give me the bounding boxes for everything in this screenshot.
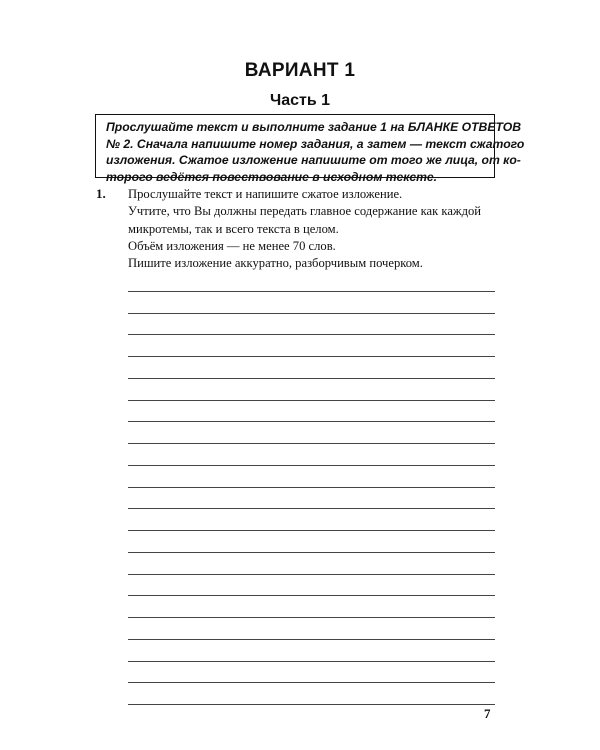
- answer-line: [128, 292, 495, 314]
- answer-lines: [128, 270, 495, 705]
- instruction-line: Прослушайте текст и выполните задание 1 на БЛАНКЕ ОТВЕТОВ: [106, 120, 522, 134]
- task-line: Прослушайте текст и напишите сжатое изложение.: [128, 187, 403, 201]
- page-number: 7: [484, 706, 491, 721]
- answer-line: [128, 357, 495, 379]
- variant-title: ВАРИАНТ 1: [244, 60, 356, 81]
- instruction-line: изложения. Сжатое изложение напишите от того же лица, от ко-: [106, 153, 521, 167]
- answer-line: [128, 683, 495, 705]
- answer-line: [128, 618, 495, 640]
- answer-line: [128, 270, 495, 292]
- answer-line: [128, 314, 495, 336]
- part-title: Часть 1: [269, 92, 331, 109]
- answer-line: [128, 422, 495, 444]
- task-text: [128, 186, 508, 272]
- task-line: Пишите изложение аккуратно, разборчивым почерком.: [128, 256, 423, 271]
- task-line: Учтите, что Вы должны передать главное содержание как каждой: [128, 204, 482, 219]
- answer-line: [128, 553, 495, 575]
- answer-line: [128, 596, 495, 618]
- answer-line: [128, 640, 495, 662]
- answer-line: [128, 509, 495, 531]
- instruction-box: [95, 114, 525, 184]
- answer-line: [128, 662, 495, 684]
- instruction-line: торого ведётся повествование в исходном тексте.: [106, 169, 438, 184]
- answer-line: [128, 401, 495, 423]
- answer-line: [128, 488, 495, 510]
- answer-line: [128, 575, 495, 597]
- answer-line: [128, 379, 495, 401]
- task-line: микротемы, так и всего текста в целом.: [128, 221, 339, 236]
- answer-line: [128, 335, 495, 357]
- task-line: Объём изложения — не менее 70 слов.: [128, 238, 336, 253]
- task-number: 1.: [96, 186, 106, 201]
- answer-line: [128, 531, 495, 553]
- answer-line: [128, 444, 495, 466]
- instruction-line: № 2. Сначала напишите номер задания, а затем — текст сжатого: [106, 136, 525, 151]
- answer-line: [128, 466, 495, 488]
